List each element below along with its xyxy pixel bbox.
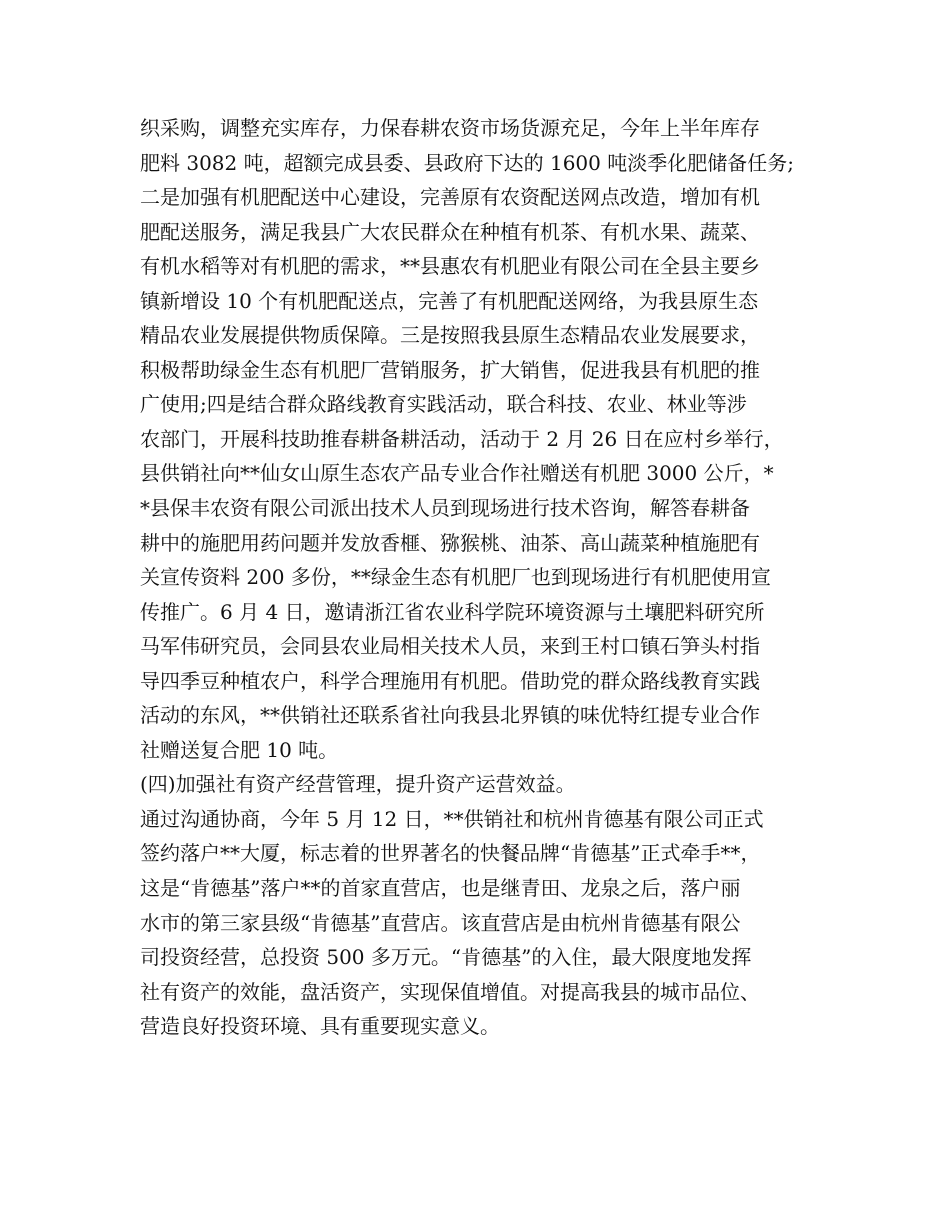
text-line: 肥料 3082 吨，超额完成县委、县政府下达的 1600 吨淡季化肥储备任务; <box>140 150 794 175</box>
text-line: 营造良好投资环境、具有重要现实意义。 <box>140 1014 500 1039</box>
text-line: 马军伟研究员，会同县农业局相关技术人员，来到王村口镇石笋头村指 <box>140 634 760 659</box>
text-line: 通过沟通协商，今年 5 月 12 日，**供销社和杭州肯德基有限公司正式 <box>140 806 764 831</box>
text-line: 水市的第三家县级“肯德基”直营店。该直营店是由杭州肯德基有限公 <box>140 910 741 935</box>
text-line: *县保丰农资有限公司派出技术人员到现场进行技术咨询，解答春耕备 <box>140 496 750 521</box>
text-line: 司投资经营，总投资 500 多万元。“肯德基”的入住，最大限度地发挥 <box>140 945 752 970</box>
text-line: 社赠送复合肥 10 吨。 <box>140 737 339 762</box>
text-line: 社有资产的效能，盘活资产，实现保值增值。对提高我县的城市品位、 <box>140 979 760 1004</box>
text-line: 活动的东风，**供销社还联系省社向我县北界镇的味优特红提专业合作 <box>140 703 760 728</box>
text-line: 传推广。6 月 4 日，邀请浙江省农业科学院环境资源与土壤肥料研究所 <box>140 599 765 624</box>
text-line: 镇新增设 10 个有机肥配送点，完善了有机肥配送网络，为我县原生态 <box>140 288 759 313</box>
text-line: 肥配送服务，满足我县广大农民群众在种植有机茶、有机水果、蔬菜、 <box>140 219 760 244</box>
text-line: 这是“肯德基”落户**的首家直营店，也是继青田、龙泉之后，落户丽 <box>140 876 741 901</box>
text-line: 县供销社向**仙女山原生态农产品专业合作社赠送有机肥 3000 公斤，* <box>140 461 774 486</box>
text-line: 导四季豆种植农户，科学合理施用有机肥。借助党的群众路线教育实践 <box>140 668 760 693</box>
text-line: 精品农业发展提供物质保障。三是按照我县原生态精品农业发展要求， <box>140 323 760 348</box>
text-line: 关宣传资料 200 多份，**绿金生态有机肥厂也到现场进行有机肥使用宣 <box>140 565 771 590</box>
text-line: 织采购，调整充实库存，力保春耕农资市场货源充足，今年上半年库存 <box>140 116 760 140</box>
text-line: 农部门，开展科技助推春耕备耕活动，活动于 2 月 26 日在应村乡举行， <box>140 426 784 451</box>
body-text <box>140 111 830 1044</box>
text-line: 有机水稻等对有机肥的需求，**县惠农有机肥业有限公司在全县主要乡 <box>140 254 760 279</box>
text-line: 耕中的施肥用药问题并发放香榧、猕猴桃、油茶、高山蔬菜种植施肥有 <box>140 530 760 555</box>
section-heading: (四)加强社有资产经营管理，提升资产运营效益。 <box>140 772 576 797</box>
text-line: 二是加强有机肥配送中心建设，完善原有农资配送网点改造，增加有机 <box>140 185 760 210</box>
text-line: 积极帮助绿金生态有机肥厂营销服务，扩大销售，促进我县有机肥的推 <box>140 357 760 382</box>
text-line: 签约落户**大厦，标志着的世界著名的快餐品牌“肯德基”正式牵手**， <box>140 841 761 866</box>
text-line: 广使用;四是结合群众路线教育实践活动，联合科技、农业、林业等涉 <box>140 392 747 417</box>
